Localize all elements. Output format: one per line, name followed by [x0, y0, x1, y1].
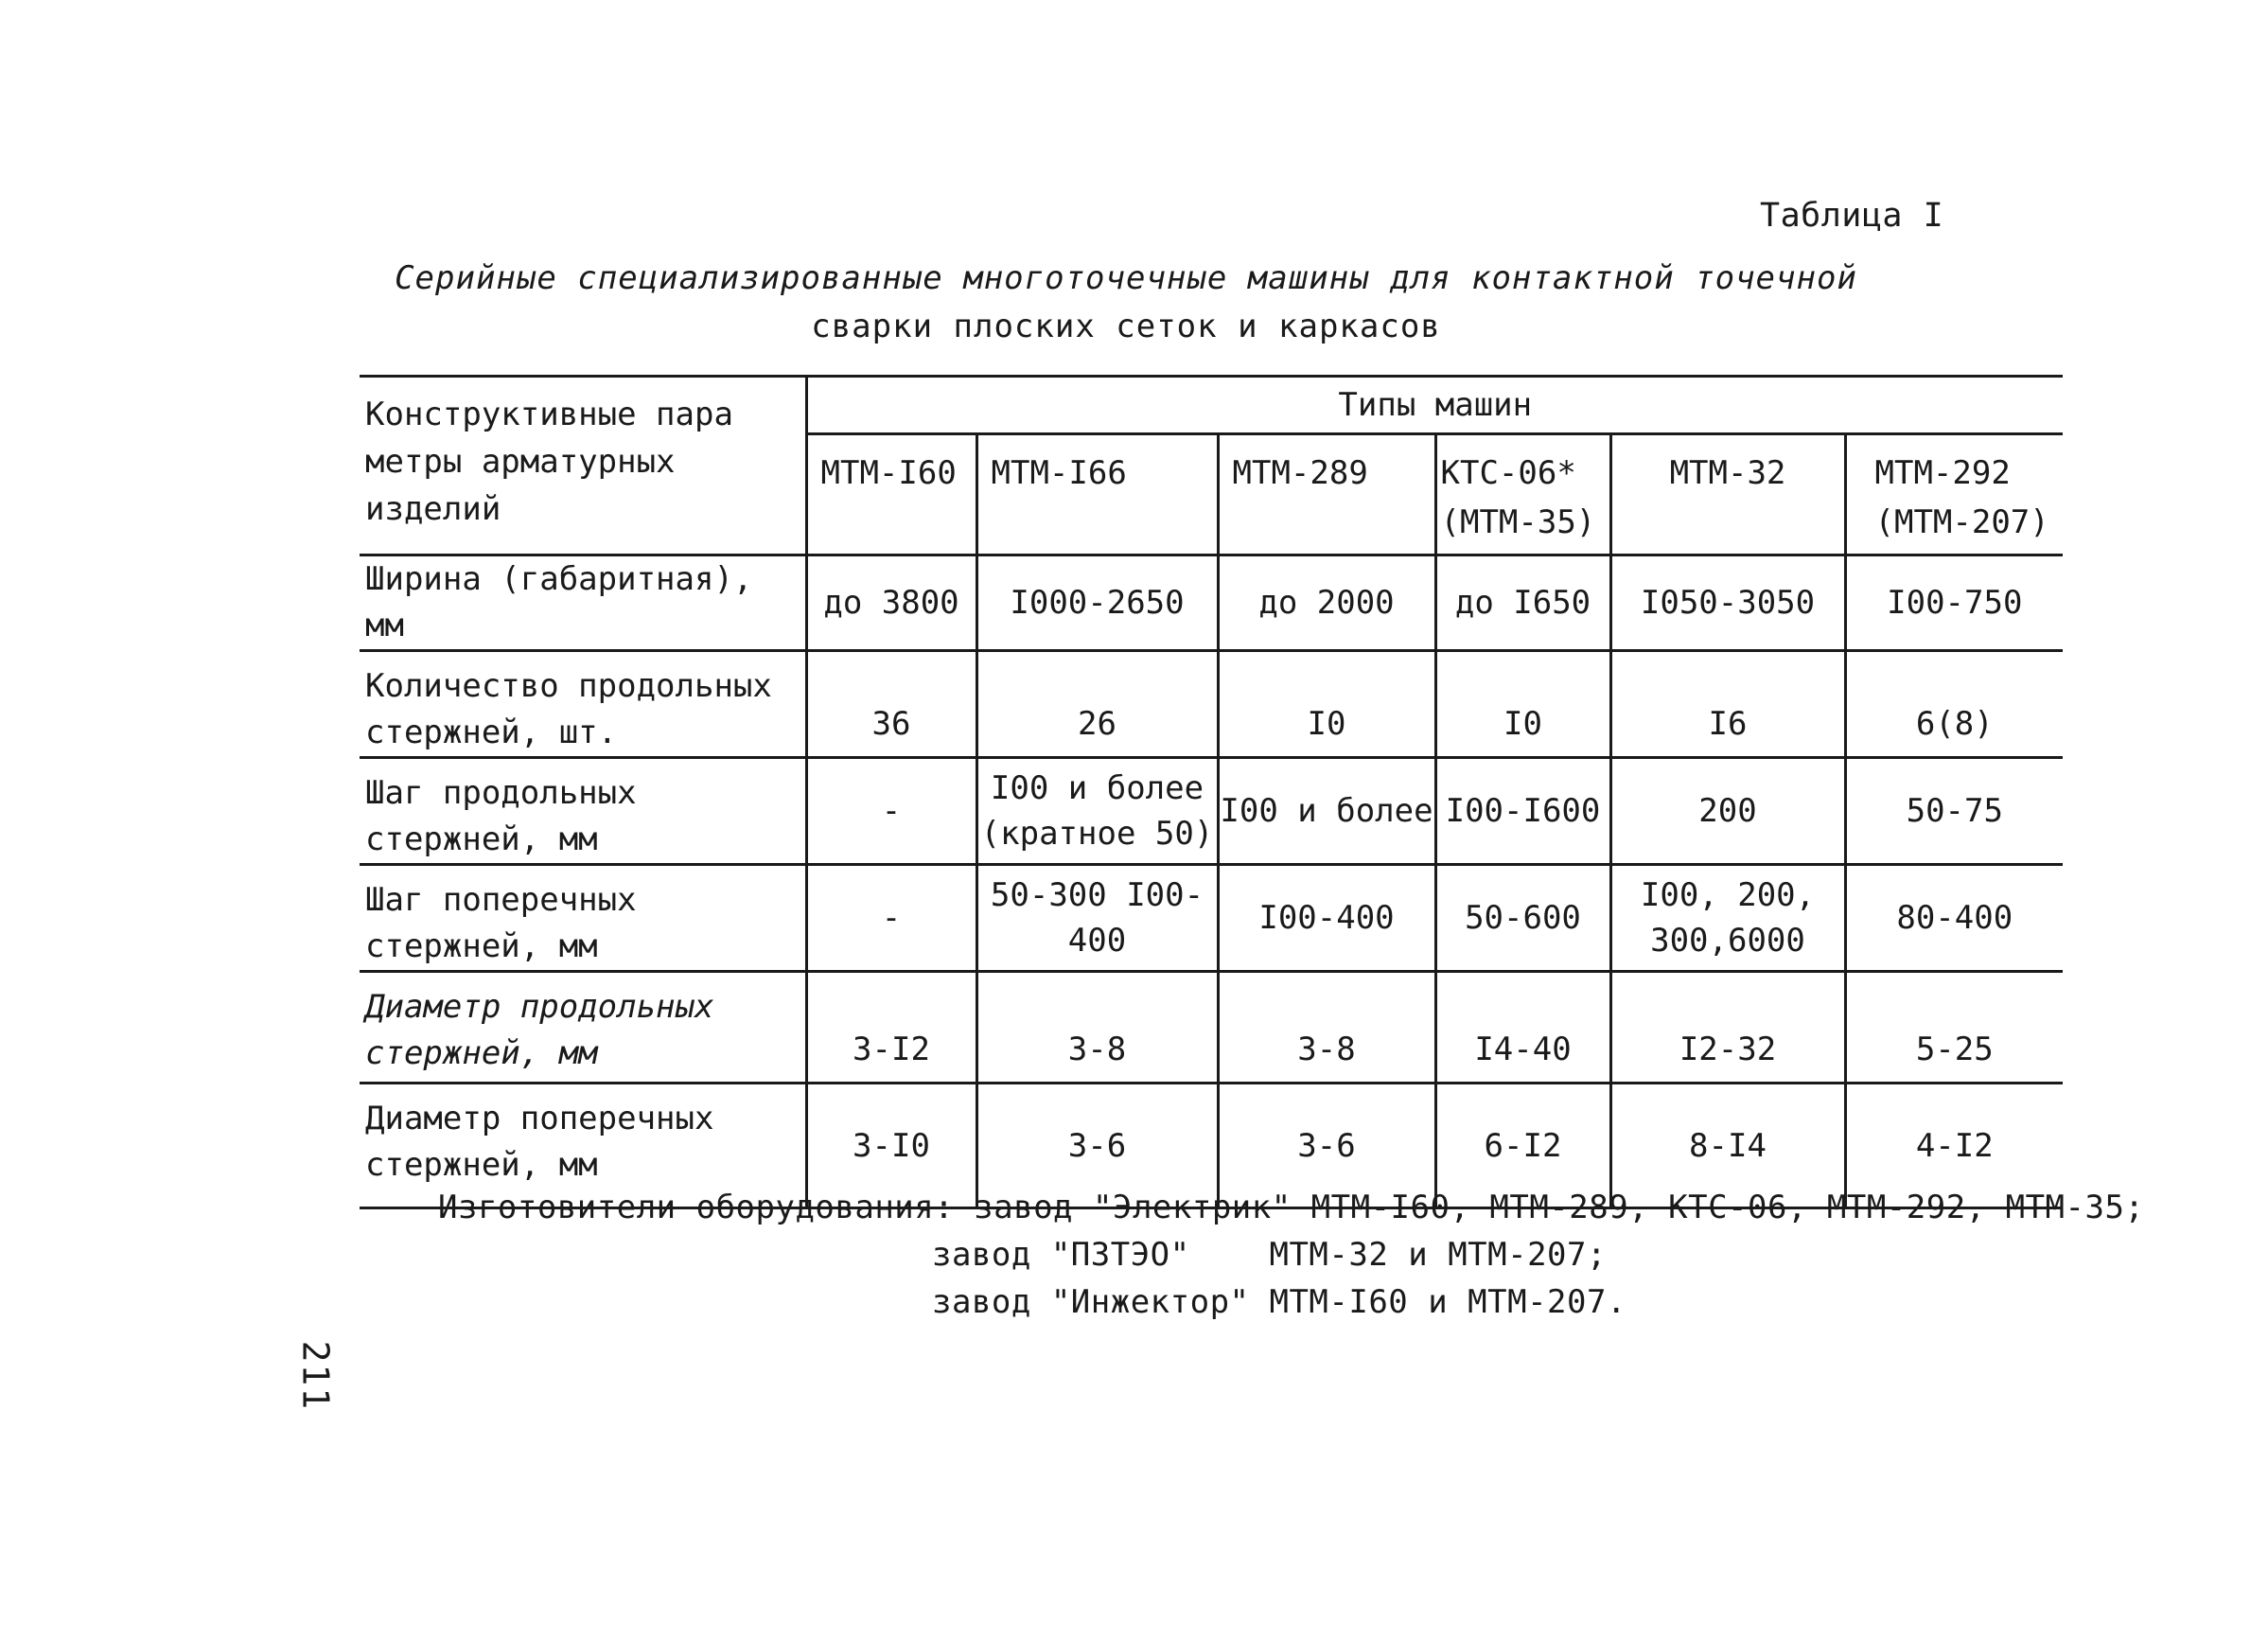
table-title-line-1: Серийные специализированные многоточечные машины для контактной точечной	[395, 259, 1857, 297]
table-cell: -	[806, 758, 976, 865]
row-param: Диаметр продольных стержней, мм	[360, 972, 806, 1084]
table-cell: 3-I2	[806, 972, 976, 1084]
table-cell: 6-I2	[1435, 1084, 1610, 1208]
table-cell: I0	[1218, 651, 1435, 758]
table-cell: 3-6	[976, 1084, 1218, 1208]
table-row	[360, 758, 2063, 865]
table-cell: до 3800	[806, 555, 976, 651]
machine-header: МТМ-292 (МТМ-207)	[1845, 434, 2063, 555]
table-cell: 50-300 I00-400	[976, 865, 1218, 972]
table-row	[360, 555, 2063, 651]
table-cell: 36	[806, 651, 976, 758]
table-cell: I00, 200, 300,6000	[1610, 865, 1845, 972]
row-param: Количество продольных стержней, шт.	[360, 651, 806, 758]
table-cell: 3-I0	[806, 1084, 976, 1208]
table-cell: 50-75	[1845, 758, 2063, 865]
table-cell: до 2000	[1218, 555, 1435, 651]
row-param: Шаг поперечных стержней, мм	[360, 865, 806, 972]
table-cell: I6	[1610, 651, 1845, 758]
table-cell: 3-6	[1218, 1084, 1435, 1208]
machine-header: КТС-06* (МТМ-35)	[1435, 434, 1610, 555]
table-row	[360, 972, 2063, 1084]
machine-header: МТМ-289	[1218, 434, 1435, 555]
table-cell: -	[806, 865, 976, 972]
table-cell: 3-8	[1218, 972, 1435, 1084]
table-cell: 6(8)	[1845, 651, 2063, 758]
table-cell: до I650	[1435, 555, 1610, 651]
row-param: Ширина (габаритная), мм	[360, 555, 806, 651]
table-cell: I0	[1435, 651, 1610, 758]
table-cell: 80-400	[1845, 865, 2063, 972]
machine-header: МТМ-I66	[976, 434, 1218, 555]
machine-header: МТМ-32	[1610, 434, 1845, 555]
param-header: Конструктивные пара метры арматурных изделий	[360, 377, 806, 555]
table-cell: I4-40	[1435, 972, 1610, 1084]
table-title-line-2: сварки плоских сеток и каркасов	[811, 308, 1441, 345]
table-cell: 5-25	[1845, 972, 2063, 1084]
table-cell: 4-I2	[1845, 1084, 2063, 1208]
table-row	[360, 865, 2063, 972]
manufacturers-note-line-2: завод "ПЗТЭО" МТМ-32 и МТМ-207;	[932, 1236, 1607, 1274]
table-cell: 3-8	[976, 972, 1218, 1084]
table-cell: I00-400	[1218, 865, 1435, 972]
table-cell: I00-750	[1845, 555, 2063, 651]
table-cell: 26	[976, 651, 1218, 758]
table-cell: I050-3050	[1610, 555, 1845, 651]
manufacturers-note-line-3: завод "Инжектор" МТМ-I60 и МТМ-207.	[932, 1283, 1626, 1321]
table-cell: I2-32	[1610, 972, 1845, 1084]
table-cell: 50-600	[1435, 865, 1610, 972]
table-header-row	[360, 377, 2063, 434]
types-header: Типы машин	[806, 377, 2063, 434]
table-cell: I00 и более (кратное 50)	[976, 758, 1218, 865]
table-cell: I00-I600	[1435, 758, 1610, 865]
table-cell: 200	[1610, 758, 1845, 865]
row-param: Диаметр поперечных стержней, мм	[360, 1084, 806, 1208]
manufacturers-note-line-1: Изготовители оборудования: завод "Электрик" МТМ-I60, МТМ-289, КТС-06, МТМ-292, МТМ-35;	[438, 1189, 2145, 1226]
page-number: 211	[294, 1340, 337, 1412]
machines-table	[360, 375, 2063, 1209]
machine-header: МТМ-I60	[806, 434, 976, 555]
table-cell: 8-I4	[1610, 1084, 1845, 1208]
row-param: Шаг продольных стержней, мм	[360, 758, 806, 865]
table-label: Таблица I	[1760, 197, 1944, 235]
table-cell: I000-2650	[976, 555, 1218, 651]
table-row	[360, 651, 2063, 758]
table-cell: I00 и более	[1218, 758, 1435, 865]
